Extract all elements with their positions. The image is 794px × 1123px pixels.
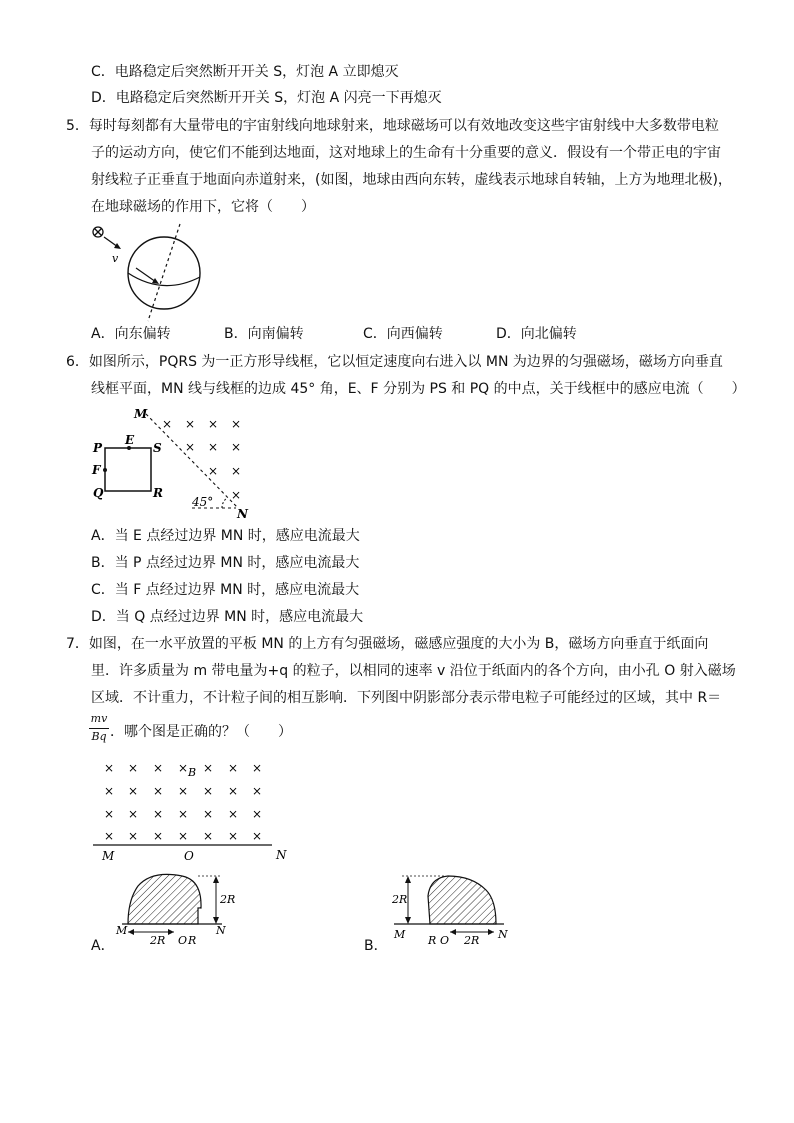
svg-text:×: × bbox=[208, 417, 219, 431]
q6-stem-line2: 线框平面，MN 线与线框的边成 45° 角，E、F 分别为 PS 和 PQ 的中点，关于线框中的感应电流（ ） bbox=[91, 381, 746, 397]
svg-text:×: × bbox=[128, 807, 139, 821]
svg-text:×: × bbox=[228, 829, 239, 843]
svg-text:×: × bbox=[228, 761, 239, 775]
svg-text:×: × bbox=[203, 784, 214, 798]
q5-option-b: B．向南偏转 bbox=[224, 326, 304, 342]
q5-stem-line1: 5．每时每刻都有大量带电的宇宙射线向地球射来，地球磁场可以有效地改变这些宇宙射线中大多数带电粒 bbox=[66, 118, 719, 134]
angle-label: 45° bbox=[192, 495, 214, 509]
q7-stem-line1: 7．如图，在一水平放置的平板 MN 的上方有匀强磁场，磁感应强度的大小为 B，磁场方向垂直于纸面向 bbox=[66, 636, 709, 652]
svg-text:×: × bbox=[178, 829, 189, 843]
label-o-b: O bbox=[440, 934, 450, 947]
q5-stem-line3: 射线粒子正垂直于地面向赤道射来，(如图，地球由西向东转，虚线表示地球自转轴，上方为地理北极)， bbox=[91, 172, 732, 188]
svg-text:×: × bbox=[203, 829, 214, 843]
svg-text:×: × bbox=[153, 761, 164, 775]
svg-text:×: × bbox=[104, 807, 115, 821]
svg-text:×: × bbox=[208, 440, 219, 454]
label-n: N bbox=[237, 507, 248, 521]
label-p: P bbox=[93, 441, 103, 455]
svg-text:×: × bbox=[104, 761, 115, 775]
height-label-b: 2R bbox=[392, 893, 408, 906]
earth-figure bbox=[88, 224, 218, 324]
svg-text:×: × bbox=[104, 784, 115, 798]
svg-text:×: × bbox=[104, 829, 115, 843]
fraction-denominator: Bq bbox=[91, 730, 107, 743]
label-r-a: R bbox=[188, 934, 197, 947]
equator-line bbox=[128, 273, 200, 286]
base-label-b: 2R bbox=[464, 934, 480, 947]
svg-text:×: × bbox=[185, 440, 196, 454]
label-m: M bbox=[134, 407, 148, 421]
fraction-bar bbox=[89, 728, 109, 729]
q5-stem-line4: 在地球磁场的作用下，它将（ ） bbox=[91, 199, 315, 215]
svg-text:×: × bbox=[153, 829, 164, 843]
q5-option-c: C．向西偏转 bbox=[363, 326, 443, 342]
svg-text:×: × bbox=[162, 417, 173, 431]
label-m-a: M bbox=[116, 924, 128, 937]
q6-option-d: D．当 Q 点经过边界 MN 时，感应电流最大 bbox=[91, 609, 364, 625]
svg-text:×: × bbox=[228, 807, 239, 821]
option-a-figure bbox=[112, 868, 262, 948]
svg-text:×: × bbox=[231, 440, 242, 454]
label-n-q7: N bbox=[276, 848, 287, 862]
label-b: B bbox=[188, 766, 197, 779]
label-q: Q bbox=[93, 486, 104, 500]
q6-option-b: B．当 P 点经过边界 MN 时，感应电流最大 bbox=[91, 555, 360, 571]
svg-text:×: × bbox=[231, 417, 242, 431]
field-crosses bbox=[162, 417, 241, 502]
earth-circle bbox=[128, 237, 200, 309]
svg-text:×: × bbox=[252, 761, 263, 775]
label-m-q7: M bbox=[102, 849, 115, 863]
svg-text:×: × bbox=[178, 784, 189, 798]
shaded-region-b bbox=[428, 876, 496, 924]
square-loop-figure bbox=[88, 404, 258, 522]
label-s: S bbox=[153, 441, 162, 455]
option-b-figure bbox=[386, 868, 536, 948]
svg-text:×: × bbox=[203, 761, 214, 775]
base-label-a: 2R bbox=[150, 934, 166, 947]
svg-text:×: × bbox=[153, 807, 164, 821]
q7-stem-line2: 里．许多质量为 m 带电量为+q 的粒子，以相同的速率 v 沿位于纸面内的各个方向，由小孔 O 射入磁场 bbox=[91, 663, 736, 679]
svg-text:×: × bbox=[178, 807, 189, 821]
svg-text:×: × bbox=[252, 784, 263, 798]
svg-text:×: × bbox=[208, 464, 219, 478]
svg-text:×: × bbox=[153, 784, 164, 798]
label-r-b: R bbox=[428, 934, 437, 947]
q7-stem-line3: 区域．不计重力，不计粒子间的相互影响．下列图中阴影部分表示带电粒子可能经过的区域，其中 R＝ bbox=[91, 690, 722, 706]
plate-field-figure bbox=[88, 758, 298, 864]
q7-stem-line4: ．哪个图是正确的？（ ） bbox=[110, 724, 292, 740]
svg-text:×: × bbox=[231, 464, 242, 478]
svg-text:×: × bbox=[185, 417, 196, 431]
q6-option-a: A．当 E 点经过边界 MN 时，感应电流最大 bbox=[91, 528, 360, 544]
shaded-region-a bbox=[128, 874, 201, 924]
fraction-numerator: mv bbox=[90, 712, 108, 725]
height-label-a: 2R bbox=[220, 893, 236, 906]
svg-text:×: × bbox=[228, 784, 239, 798]
label-f: F bbox=[92, 463, 101, 477]
field-crosses-q7 bbox=[104, 761, 262, 843]
q6-stem-line1: 6．如图所示，PQRS 为一正方形导线框，它以恒定速度向右进入以 MN 为边界的匀强磁场，磁场方向垂直 bbox=[66, 354, 723, 370]
svg-text:×: × bbox=[252, 829, 263, 843]
q5-stem-line2: 子的运动方向，使它们不能到达地面，这对地球上的生命有十分重要的意义．假设有一个带正电的宇宙 bbox=[91, 145, 721, 161]
svg-text:×: × bbox=[128, 761, 139, 775]
q4-option-d: D．电路稳定后突然断开开关 S，灯泡 A 闪亮一下再熄灭 bbox=[91, 90, 442, 106]
label-r: R bbox=[153, 486, 163, 500]
label-m-b: M bbox=[394, 928, 406, 941]
svg-text:×: × bbox=[128, 829, 139, 843]
label-o-a: O bbox=[178, 934, 188, 947]
q5-option-a: A．向东偏转 bbox=[91, 326, 171, 342]
q4-option-c: C．电路稳定后突然断开开关 S，灯泡 A 立即熄灭 bbox=[91, 64, 399, 80]
label-n-a: N bbox=[216, 924, 226, 937]
q5-option-d: D．向北偏转 bbox=[496, 326, 577, 342]
svg-text:×: × bbox=[128, 784, 139, 798]
q6-option-c: C．当 F 点经过边界 MN 时，感应电流最大 bbox=[91, 582, 360, 598]
label-o-q7: O bbox=[184, 849, 194, 863]
label-e: E bbox=[125, 433, 135, 447]
square-loop bbox=[105, 448, 151, 491]
svg-text:×: × bbox=[231, 488, 242, 502]
option-b-label: B． bbox=[364, 938, 388, 954]
svg-text:×: × bbox=[252, 807, 263, 821]
svg-text:×: × bbox=[178, 761, 189, 775]
svg-text:×: × bbox=[203, 807, 214, 821]
option-a-label: A． bbox=[91, 938, 115, 954]
label-n-b: N bbox=[498, 928, 508, 941]
velocity-label: v bbox=[112, 252, 119, 265]
